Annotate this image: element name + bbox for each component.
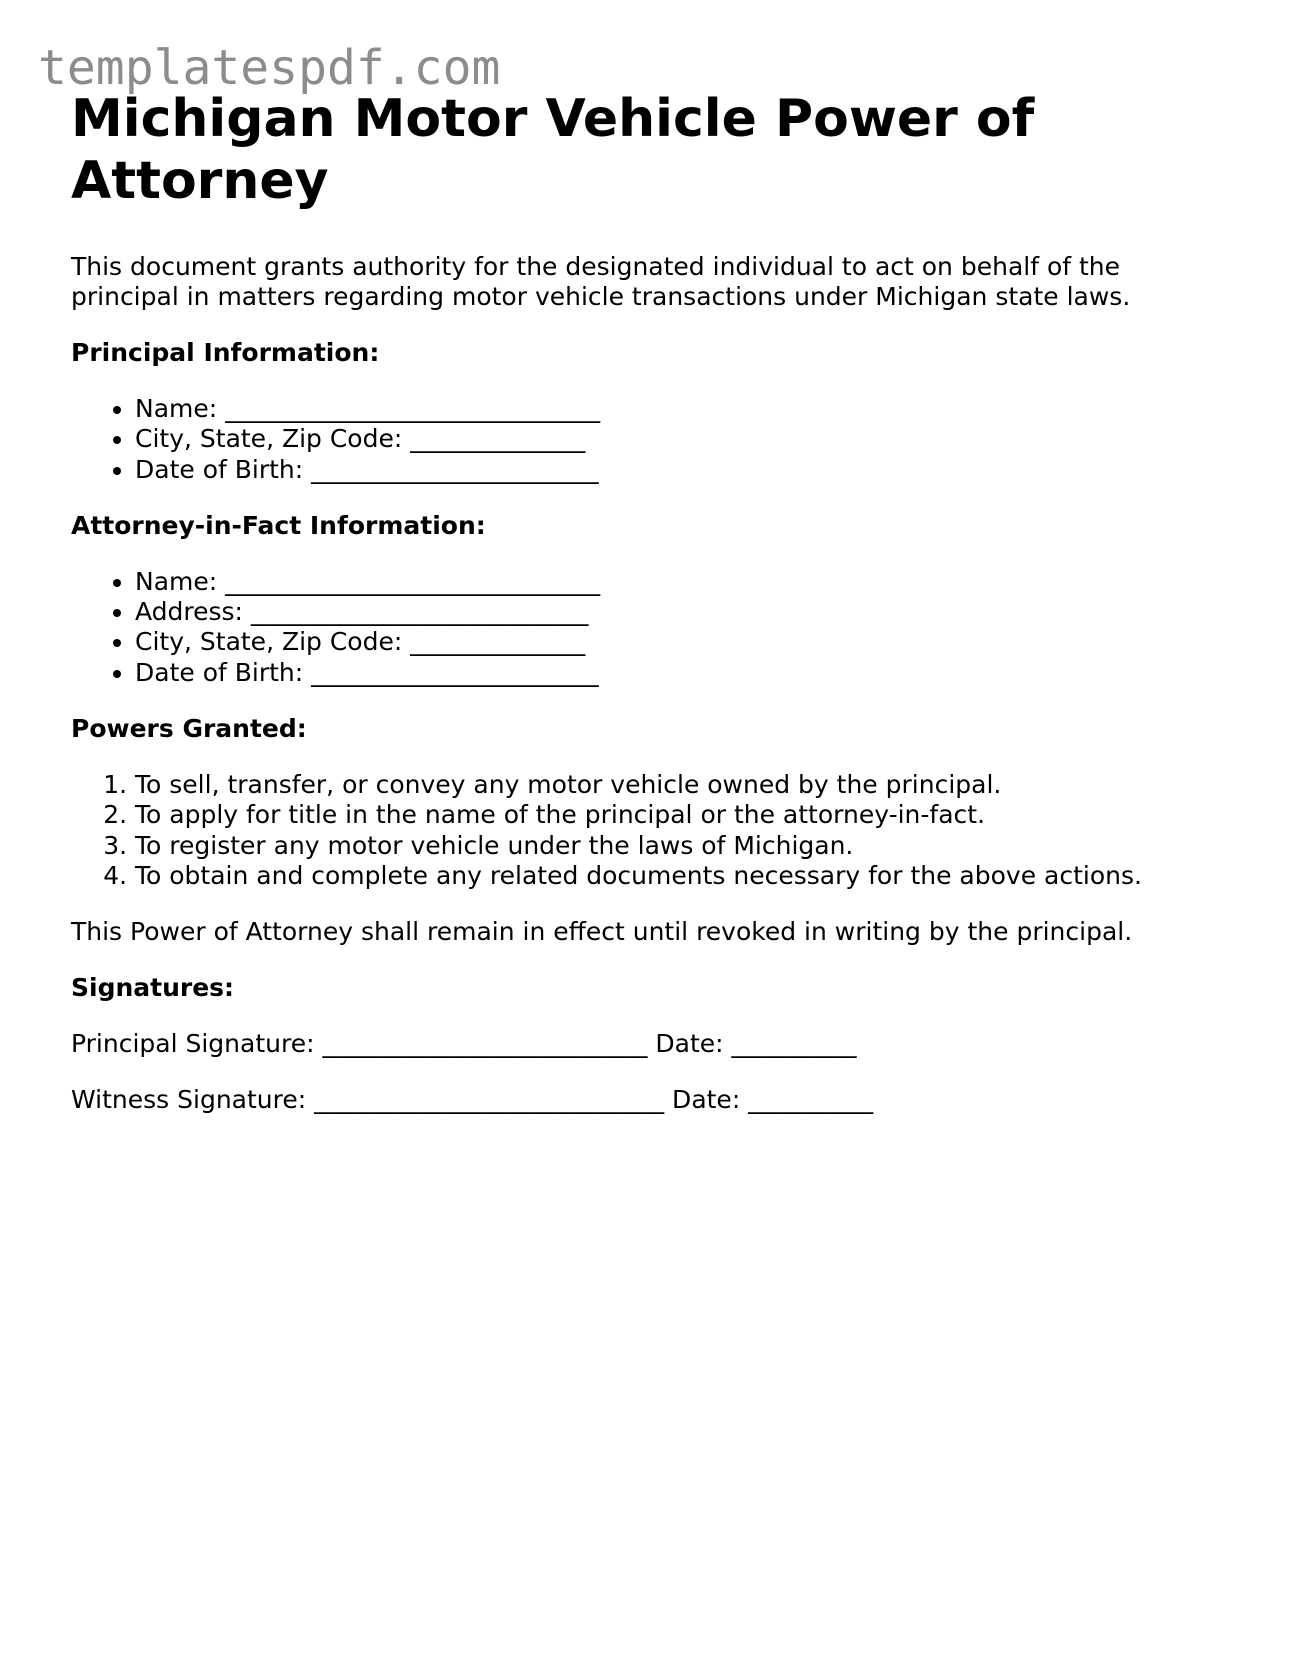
intro-paragraph: This document grants authority for the designated individual to act on behalf of the principal in matters regarding motor vehicle transactions under Michigan state laws. [71,252,1131,311]
principal-name-field: • Name: ______________________________ [135,394,1231,424]
attorney-city-state-zip-field: • City, State, Zip Code: ______________ [135,627,1231,657]
power-item: 1. To sell, transfer, or convey any motor vehicle owned by the principal. [135,770,1231,800]
signatures-heading: Signatures: [71,973,235,1003]
attorney-dob-field: • Date of Birth: _______________________ [135,658,1231,688]
watermark: templatespdf.com [38,40,501,96]
document-title: Michigan Motor Vehicle Power of Attorney [71,89,1035,211]
powers-heading: Powers Granted: [71,714,307,744]
attorney-address-field: • Address: ___________________________ [135,597,1231,627]
attorney-fields-list [71,567,1231,688]
witness-signature-line: Witness Signature: ____________________________ Date: __________ [71,1085,874,1115]
power-item: 4. To obtain and complete any related documents necessary for the above actions. [135,861,1231,891]
document-body [71,88,1231,1115]
principal-dob-field: • Date of Birth: _______________________ [135,455,1231,485]
attorney-name-field: • Name: ______________________________ [135,567,1231,597]
principal-signature-line: Principal Signature: __________________________ Date: __________ [71,1029,857,1059]
power-item: 2. To apply for title in the name of the principal or the attorney-in-fact. [135,800,1231,830]
principal-city-state-zip-field: • City, State, Zip Code: ______________ [135,424,1231,454]
attorney-heading: Attorney-in-Fact Information: [71,510,486,540]
power-item: 3. To register any motor vehicle under the laws of Michigan. [135,831,1231,861]
principal-heading: Principal Information: [71,338,380,367]
powers-list [71,770,1231,891]
principal-fields-list [71,394,1231,485]
effect-paragraph: This Power of Attorney shall remain in effect until revoked in writing by the principal. [71,917,1133,947]
